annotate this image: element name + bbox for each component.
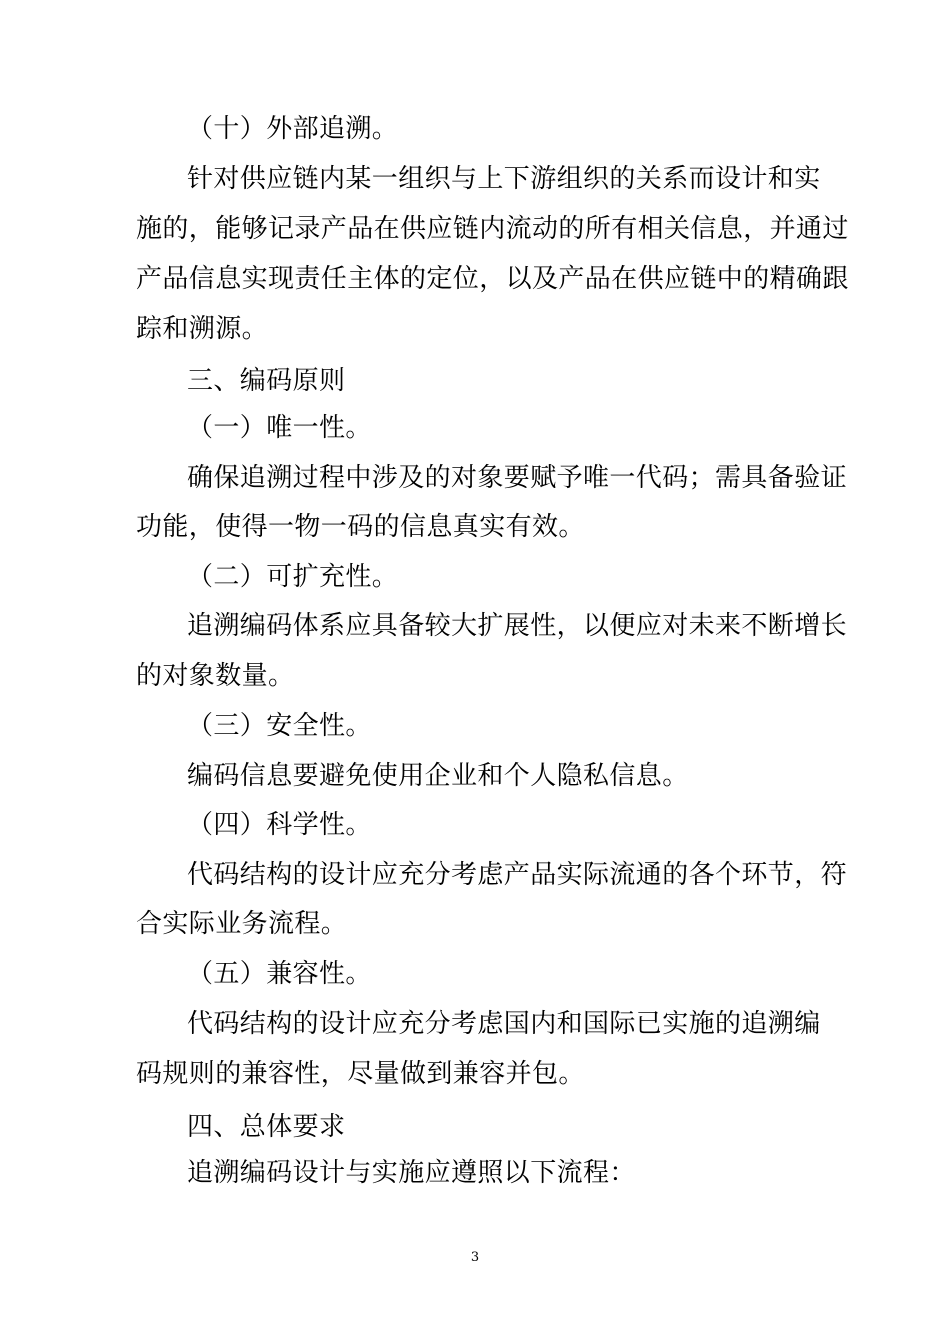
section-heading-general-requirements: 四、总体要求 [187, 1112, 346, 1142]
section-heading-coding-principles: 三、编码原则 [187, 366, 346, 396]
paragraph-line: 追溯编码设计与实施应遵照以下流程： [187, 1158, 636, 1188]
paragraph-line: 的对象数量。 [136, 661, 295, 691]
paragraph-line: 施的，能够记录产品在供应链内流动的所有相关信息，并通过 [136, 214, 849, 244]
paragraph-line: 追溯编码体系应具备较大扩展性，以便应对未来不断增长 [187, 611, 848, 641]
subheading-extensibility: （二）可扩充性。 [187, 562, 399, 592]
heading-external-traceability: （十）外部追溯。 [187, 114, 399, 144]
subheading-scientific: （四）科学性。 [187, 810, 372, 840]
paragraph-line: 编码信息要避免使用企业和个人隐私信息。 [187, 761, 689, 791]
paragraph-line: 码规则的兼容性，尽量做到兼容并包。 [136, 1059, 585, 1089]
paragraph-line: 产品信息实现责任主体的定位，以及产品在供应链中的精确跟 [136, 264, 849, 294]
paragraph-line: 代码结构的设计应充分考虑产品实际流通的各个环节，符 [187, 860, 848, 890]
paragraph-line: 踪和溯源。 [136, 314, 269, 344]
subheading-security: （三）安全性。 [187, 711, 372, 741]
paragraph-line: 合实际业务流程。 [136, 909, 348, 939]
paragraph-line: 代码结构的设计应充分考虑国内和国际已实施的追溯编 [187, 1009, 821, 1039]
subheading-uniqueness: （一）唯一性。 [187, 413, 372, 443]
paragraph-line: 功能，使得一物一码的信息真实有效。 [136, 512, 585, 542]
paragraph-line: 确保追溯过程中涉及的对象要赋予唯一代码；需具备验证 [187, 463, 848, 493]
subheading-compatibility: （五）兼容性。 [187, 959, 372, 989]
paragraph-line: 针对供应链内某一组织与上下游组织的关系而设计和实 [187, 164, 821, 194]
page-number: 3 [470, 1250, 480, 1265]
